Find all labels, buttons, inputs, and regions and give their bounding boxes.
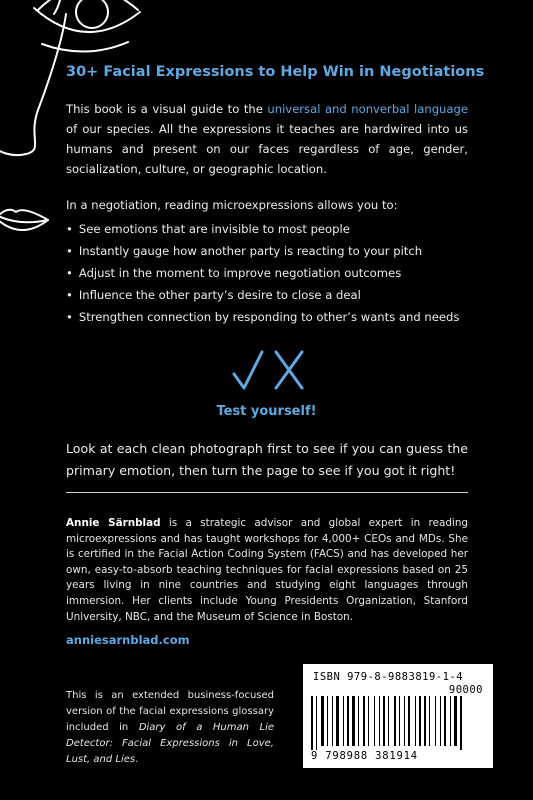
isbn-text: ISBN 979-8-9883819-1-4: [313, 671, 464, 683]
barcode-bars: [309, 696, 487, 750]
barcode-bar: [327, 696, 328, 746]
intro-paragraph: [66, 99, 468, 179]
barcode-bar: [450, 696, 451, 746]
barcode-bar: [336, 696, 339, 746]
barcode-bar: [347, 696, 349, 746]
barcode-bar: [321, 696, 324, 746]
barcode-bar: [388, 696, 389, 746]
check-mark-icon: [234, 352, 262, 388]
edition-note-text: This is an extended business-focused version of the facial expressions glossary included in: [66, 690, 274, 733]
barcode-bar: [419, 696, 421, 746]
check-cross-marks: [228, 348, 308, 392]
barcode-bar: [424, 696, 426, 746]
barcode-number: 9 798988 381914: [311, 750, 418, 762]
author-bio-text: is a strategic advisor and global expert in reading microexpressions and has taught workshops for 4,000+ CEOs and MDs. She is certified in the Facial Action Coding System (FACS) and has developed her own, easy-to-absorb teaching techniques for facial expressions based on 25 years living in nine countries and studying eight languages through immersion. Her clients include Young Presidents Organization, Stanford University, NBC, and the Museum of Science in Boston.: [66, 517, 468, 623]
barcode-bar: [444, 696, 446, 746]
barcode-bar: [311, 696, 313, 750]
eye-line-art-icon: [34, 0, 140, 52]
lips-line-art-icon: [0, 210, 48, 230]
benefits-list: [66, 218, 476, 328]
author-website: anniesarnblad.com: [66, 633, 190, 647]
related-book-title: Diary of a Human Lie Detector: Facial Expressions in Love, Lust, and Lies: [66, 722, 274, 765]
barcode-bar: [440, 696, 441, 746]
isbn-barcode: [303, 664, 493, 768]
brow-line-art: [54, 0, 60, 14]
list-item: • Strengthen connection by responding to other’s wants and needs: [66, 306, 476, 328]
barcode-bar: [374, 696, 375, 746]
intro-text-start: This book is a visual guide to the: [66, 102, 268, 116]
barcode-bar: [383, 696, 385, 746]
test-instructions: Look at each clean photograph first to see if you can guess the primary emotion, then turn the page to see if you got it right!: [66, 441, 468, 478]
headline: 30+ Facial Expressions to Help Win in Negotiations: [66, 64, 485, 80]
list-item: • See emotions that are invisible to most people: [66, 218, 476, 240]
intro-highlight: universal and nonverbal language: [267, 102, 469, 116]
barcode-bar: [363, 696, 365, 746]
barcode-bar: [394, 696, 396, 746]
barcode-bar: [352, 696, 355, 746]
barcode-bar: [368, 696, 369, 746]
edition-note: [66, 688, 274, 768]
barcode-bar: [454, 696, 457, 746]
barcode-bar: [415, 696, 416, 746]
barcode-bar: [435, 696, 436, 746]
barcode-bar: [379, 696, 380, 746]
test-yourself-title: Test yourself!: [216, 404, 317, 419]
barcode-bar: [316, 696, 317, 750]
divider: [66, 492, 468, 493]
barcode-bar: [408, 696, 410, 746]
intro-text-end: of our species. All the expressions it teaches are hardwired into us humans and present on our faces regardless of age, gender, socialization, culture, or geographic location.: [66, 122, 468, 176]
barcode-bar: [343, 696, 344, 746]
list-item: • Instantly gauge how another party is reacting to your pitch: [66, 240, 476, 262]
author-bio: [66, 516, 468, 625]
barcode-bar: [429, 696, 430, 746]
barcode-bar: [460, 696, 462, 750]
list-item: • Adjust in the moment to improve negotiation outcomes: [66, 262, 476, 284]
cross-mark-icon: [276, 352, 302, 388]
author-name: Annie Särnblad: [66, 517, 161, 529]
barcode-bar: [399, 696, 400, 746]
barcode-bar: [358, 696, 359, 746]
lead-in: In a negotiation, reading microexpressions allows you to:: [66, 198, 398, 212]
list-item: • Influence the other party’s desire to close a deal: [66, 284, 476, 306]
barcode-bar: [332, 696, 333, 746]
price-code: 90000: [448, 684, 483, 696]
edition-note-end: .: [135, 754, 139, 765]
nose-line-art-icon: [0, 14, 66, 155]
barcode-bar: [404, 696, 405, 746]
